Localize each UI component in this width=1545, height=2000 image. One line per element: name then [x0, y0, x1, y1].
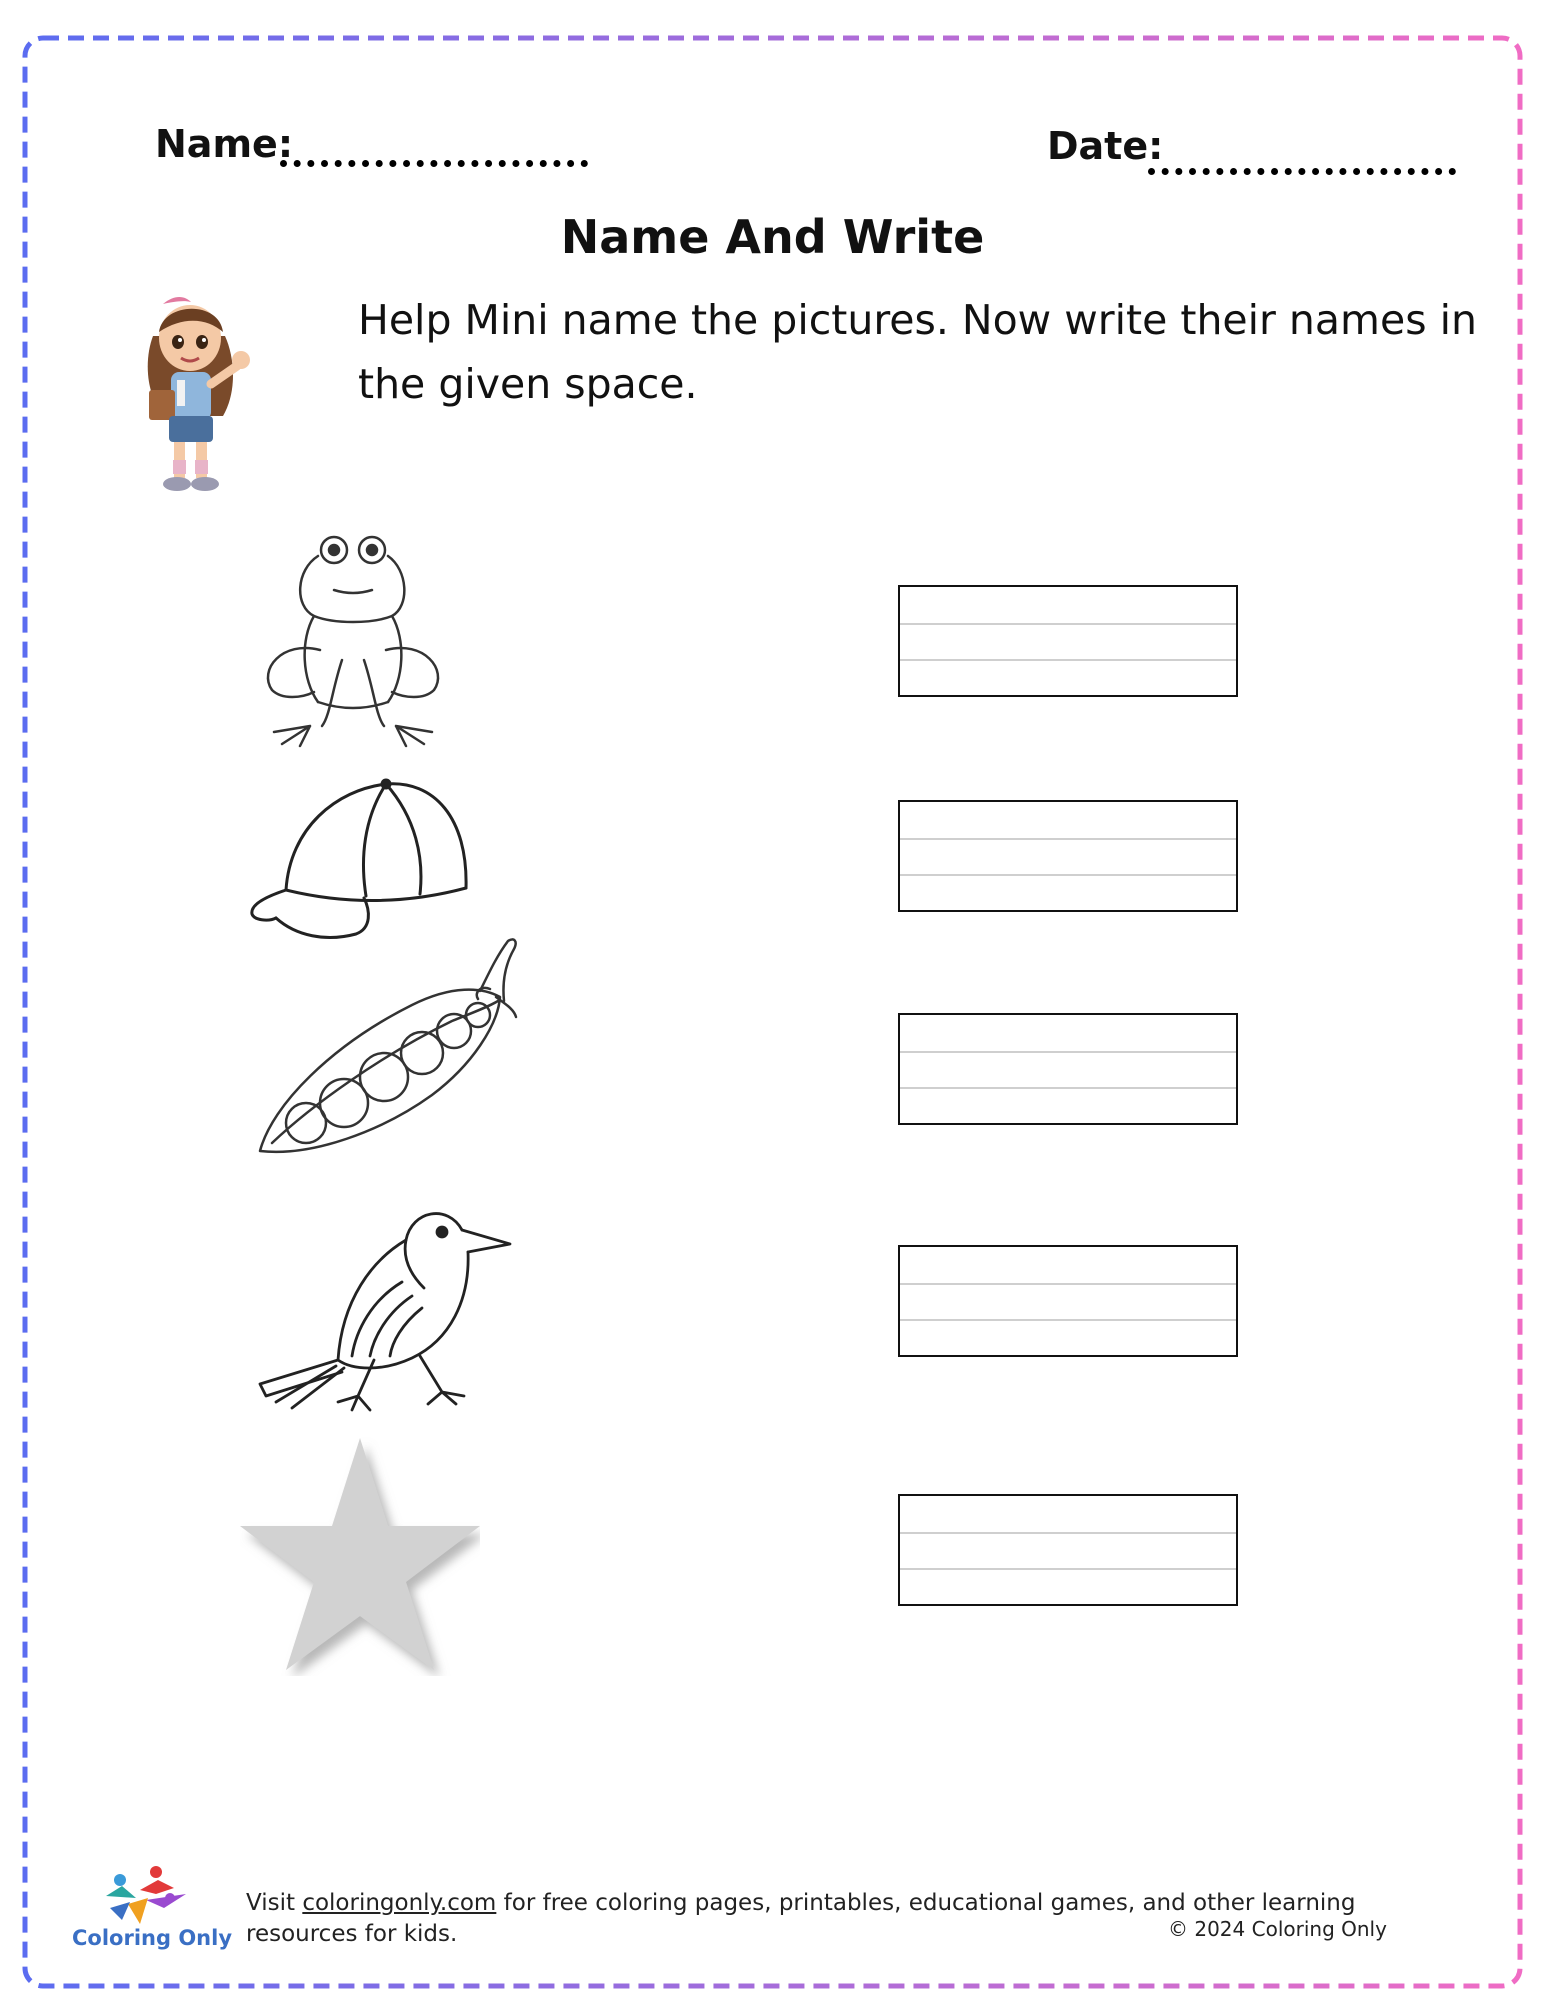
cap-icon [246, 778, 474, 943]
footer-visit-suffix: for free coloring pages, printables, educational games, and other learning resources for kids. [246, 1890, 1356, 1947]
name-label: Name: [155, 122, 294, 166]
bird-icon [252, 1200, 522, 1415]
answer-box-4[interactable] [898, 1245, 1238, 1357]
pea-pod-icon [252, 935, 537, 1160]
girl-mascot-icon [125, 292, 265, 497]
date-line[interactable] [1148, 168, 1456, 175]
answer-box-2[interactable] [898, 800, 1238, 912]
answer-box-1[interactable] [898, 585, 1238, 697]
copyright-text: © 2024 Coloring Only [1168, 1917, 1387, 1941]
answer-box-3[interactable] [898, 1013, 1238, 1125]
answer-box-5[interactable] [898, 1494, 1238, 1606]
star-icon [240, 1436, 480, 1676]
date-label: Date: [1047, 124, 1164, 168]
brand-name: Coloring Only [72, 1926, 233, 1950]
instructions-text: Help Mini name the pictures. Now write their names in the given space. [358, 296, 1477, 408]
frog-icon [252, 530, 442, 750]
coloringonly-link[interactable]: coloringonly.com [302, 1890, 497, 1916]
footer-visit-prefix: Visit [246, 1890, 303, 1916]
name-line[interactable] [280, 160, 588, 167]
coloring-only-logo-icon [100, 1864, 192, 1926]
worksheet-title: Name And Write [560, 210, 985, 264]
